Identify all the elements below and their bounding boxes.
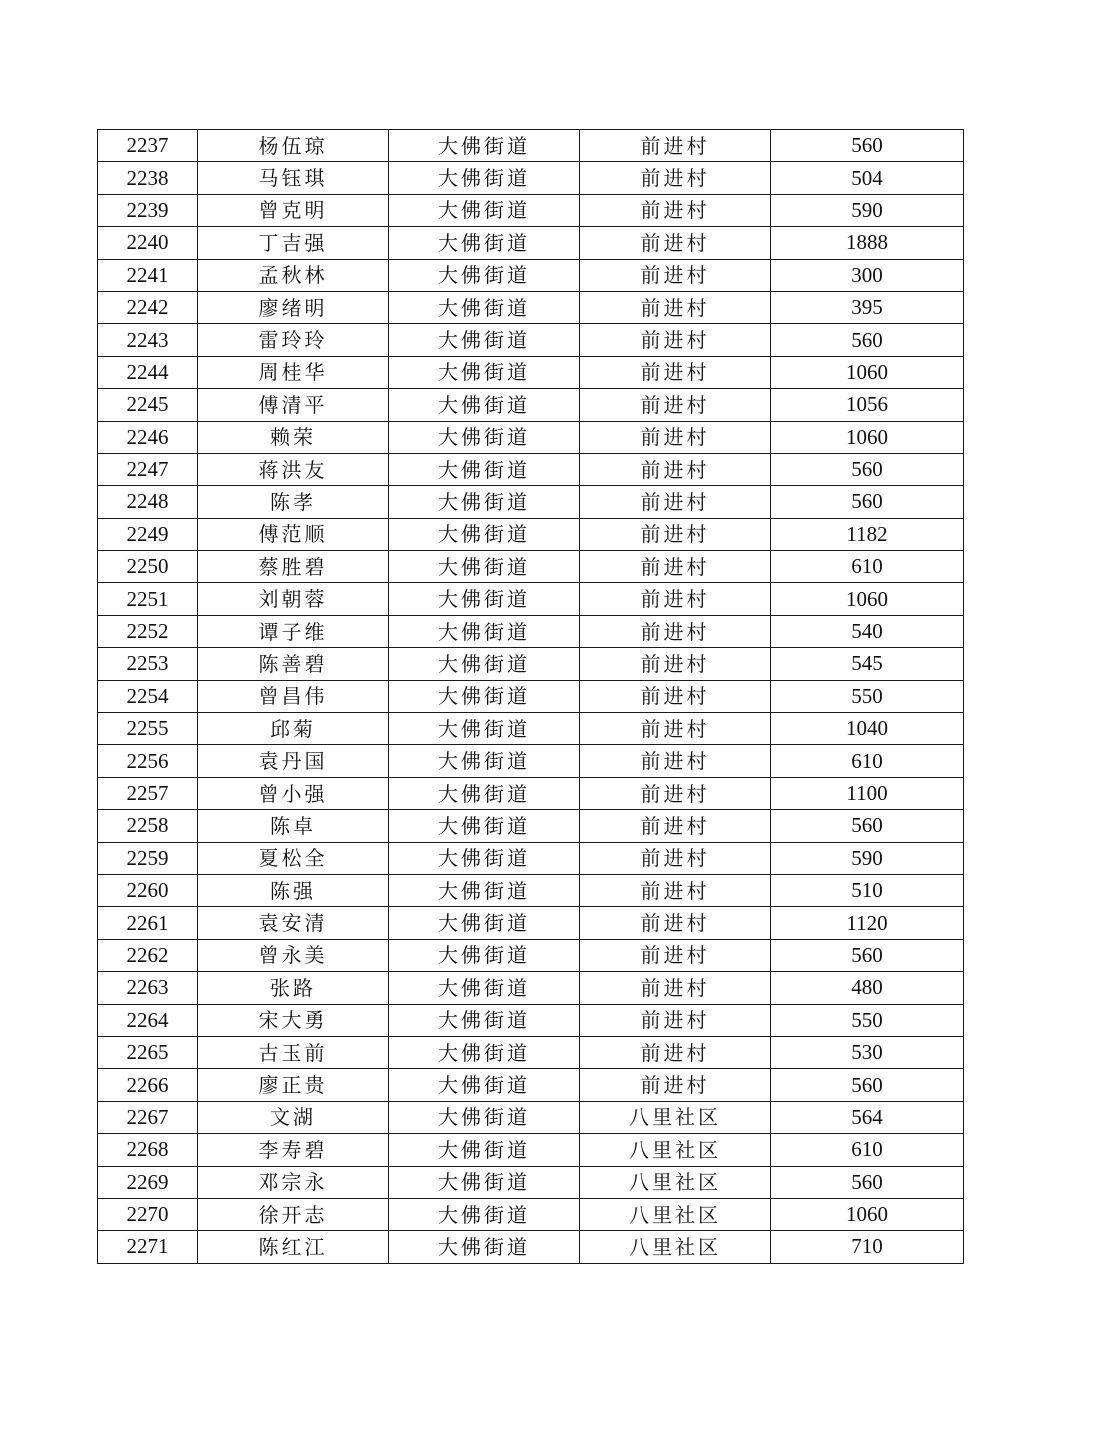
amount-cell: 1060 <box>771 1198 964 1230</box>
table-row <box>98 194 964 226</box>
street-cell: 大佛街道 <box>389 194 580 226</box>
street-cell: 大佛街道 <box>389 583 580 615</box>
street-cell: 大佛街道 <box>389 356 580 388</box>
row-number-cell: 2237 <box>98 130 198 162</box>
table-row <box>98 1198 964 1230</box>
person-name-cell: 陈红江 <box>198 1231 389 1263</box>
person-name-cell: 蔡胜碧 <box>198 551 389 583</box>
amount-cell: 510 <box>771 874 964 906</box>
person-name-cell: 曾小强 <box>198 777 389 809</box>
street-cell: 大佛街道 <box>389 907 580 939</box>
person-name-cell: 孟秋林 <box>198 259 389 291</box>
street-cell: 大佛街道 <box>389 1198 580 1230</box>
row-number-cell: 2263 <box>98 972 198 1004</box>
table-row <box>98 842 964 874</box>
person-name-cell: 廖绪明 <box>198 291 389 323</box>
table-row <box>98 745 964 777</box>
amount-cell: 1100 <box>771 777 964 809</box>
amount-cell: 560 <box>771 810 964 842</box>
table-row <box>98 713 964 745</box>
street-cell: 大佛街道 <box>389 810 580 842</box>
street-cell: 大佛街道 <box>389 1134 580 1166</box>
amount-cell: 540 <box>771 615 964 647</box>
village-cell: 前进村 <box>580 486 771 518</box>
street-cell: 大佛街道 <box>389 551 580 583</box>
person-name-cell: 陈善碧 <box>198 648 389 680</box>
person-name-cell: 袁丹国 <box>198 745 389 777</box>
person-name-cell: 马钰琪 <box>198 162 389 194</box>
row-number-cell: 2268 <box>98 1134 198 1166</box>
street-cell: 大佛街道 <box>389 486 580 518</box>
person-name-cell: 雷玲玲 <box>198 324 389 356</box>
street-cell: 大佛街道 <box>389 842 580 874</box>
person-name-cell: 陈孝 <box>198 486 389 518</box>
amount-cell: 1182 <box>771 518 964 550</box>
row-number-cell: 2251 <box>98 583 198 615</box>
village-cell: 前进村 <box>580 1036 771 1068</box>
village-cell: 前进村 <box>580 259 771 291</box>
village-cell: 前进村 <box>580 939 771 971</box>
amount-cell: 610 <box>771 1134 964 1166</box>
street-cell: 大佛街道 <box>389 389 580 421</box>
row-number-cell: 2260 <box>98 874 198 906</box>
row-number-cell: 2254 <box>98 680 198 712</box>
table-row <box>98 1036 964 1068</box>
amount-cell: 560 <box>771 1069 964 1101</box>
person-name-cell: 傅范顺 <box>198 518 389 550</box>
row-number-cell: 2257 <box>98 777 198 809</box>
row-number-cell: 2259 <box>98 842 198 874</box>
amount-cell: 610 <box>771 745 964 777</box>
row-number-cell: 2242 <box>98 291 198 323</box>
person-name-cell: 周桂华 <box>198 356 389 388</box>
table-row <box>98 227 964 259</box>
amount-cell: 560 <box>771 453 964 485</box>
village-cell: 八里社区 <box>580 1134 771 1166</box>
street-cell: 大佛街道 <box>389 259 580 291</box>
row-number-cell: 2265 <box>98 1036 198 1068</box>
village-cell: 前进村 <box>580 745 771 777</box>
row-number-cell: 2255 <box>98 713 198 745</box>
table-row <box>98 972 964 1004</box>
person-name-cell: 谭子维 <box>198 615 389 647</box>
street-cell: 大佛街道 <box>389 939 580 971</box>
person-name-cell: 傅清平 <box>198 389 389 421</box>
row-number-cell: 2267 <box>98 1101 198 1133</box>
table-row <box>98 324 964 356</box>
person-name-cell: 徐开志 <box>198 1198 389 1230</box>
amount-cell: 1056 <box>771 389 964 421</box>
amount-cell: 564 <box>771 1101 964 1133</box>
table-row <box>98 939 964 971</box>
table-row <box>98 421 964 453</box>
row-number-cell: 2238 <box>98 162 198 194</box>
street-cell: 大佛街道 <box>389 713 580 745</box>
village-cell: 前进村 <box>580 1004 771 1036</box>
street-cell: 大佛街道 <box>389 1231 580 1263</box>
table-row <box>98 291 964 323</box>
village-cell: 八里社区 <box>580 1101 771 1133</box>
amount-cell: 1060 <box>771 421 964 453</box>
street-cell: 大佛街道 <box>389 162 580 194</box>
amount-cell: 1888 <box>771 227 964 259</box>
row-number-cell: 2258 <box>98 810 198 842</box>
street-cell: 大佛街道 <box>389 421 580 453</box>
row-number-cell: 2248 <box>98 486 198 518</box>
village-cell: 前进村 <box>580 1069 771 1101</box>
village-cell: 前进村 <box>580 777 771 809</box>
village-cell: 前进村 <box>580 227 771 259</box>
table-row <box>98 1166 964 1198</box>
street-cell: 大佛街道 <box>389 324 580 356</box>
amount-cell: 560 <box>771 1166 964 1198</box>
person-name-cell: 丁吉强 <box>198 227 389 259</box>
row-number-cell: 2266 <box>98 1069 198 1101</box>
row-number-cell: 2239 <box>98 194 198 226</box>
row-number-cell: 2262 <box>98 939 198 971</box>
amount-cell: 560 <box>771 939 964 971</box>
table-row <box>98 583 964 615</box>
person-name-cell: 文湖 <box>198 1101 389 1133</box>
amount-cell: 1060 <box>771 356 964 388</box>
amount-cell: 300 <box>771 259 964 291</box>
amount-cell: 1040 <box>771 713 964 745</box>
table-row <box>98 259 964 291</box>
row-number-cell: 2271 <box>98 1231 198 1263</box>
amount-cell: 530 <box>771 1036 964 1068</box>
amount-cell: 395 <box>771 291 964 323</box>
person-name-cell: 赖荣 <box>198 421 389 453</box>
row-number-cell: 2256 <box>98 745 198 777</box>
village-cell: 前进村 <box>580 130 771 162</box>
village-cell: 前进村 <box>580 356 771 388</box>
table-row <box>98 389 964 421</box>
amount-cell: 710 <box>771 1231 964 1263</box>
street-cell: 大佛街道 <box>389 680 580 712</box>
table-row <box>98 551 964 583</box>
row-number-cell: 2241 <box>98 259 198 291</box>
street-cell: 大佛街道 <box>389 615 580 647</box>
amount-cell: 560 <box>771 130 964 162</box>
person-name-cell: 袁安清 <box>198 907 389 939</box>
street-cell: 大佛街道 <box>389 1166 580 1198</box>
person-name-cell: 李寿碧 <box>198 1134 389 1166</box>
village-cell: 八里社区 <box>580 1231 771 1263</box>
row-number-cell: 2245 <box>98 389 198 421</box>
village-cell: 前进村 <box>580 713 771 745</box>
person-name-cell: 廖正贵 <box>198 1069 389 1101</box>
village-cell: 八里社区 <box>580 1198 771 1230</box>
village-cell: 前进村 <box>580 583 771 615</box>
person-name-cell: 曾永美 <box>198 939 389 971</box>
row-number-cell: 2264 <box>98 1004 198 1036</box>
row-number-cell: 2247 <box>98 453 198 485</box>
table-row <box>98 356 964 388</box>
person-name-cell: 蒋洪友 <box>198 453 389 485</box>
row-number-cell: 2250 <box>98 551 198 583</box>
table-row <box>98 518 964 550</box>
person-name-cell: 邓宗永 <box>198 1166 389 1198</box>
person-name-cell: 夏松全 <box>198 842 389 874</box>
street-cell: 大佛街道 <box>389 972 580 1004</box>
row-number-cell: 2244 <box>98 356 198 388</box>
village-cell: 前进村 <box>580 389 771 421</box>
street-cell: 大佛街道 <box>389 777 580 809</box>
street-cell: 大佛街道 <box>389 453 580 485</box>
street-cell: 大佛街道 <box>389 1069 580 1101</box>
street-cell: 大佛街道 <box>389 874 580 906</box>
person-name-cell: 曾克明 <box>198 194 389 226</box>
street-cell: 大佛街道 <box>389 1101 580 1133</box>
village-cell: 前进村 <box>580 648 771 680</box>
village-cell: 前进村 <box>580 162 771 194</box>
village-cell: 前进村 <box>580 551 771 583</box>
street-cell: 大佛街道 <box>389 648 580 680</box>
amount-cell: 504 <box>771 162 964 194</box>
village-cell: 前进村 <box>580 324 771 356</box>
table-row <box>98 130 964 162</box>
table-row <box>98 907 964 939</box>
row-number-cell: 2261 <box>98 907 198 939</box>
person-name-cell: 邱菊 <box>198 713 389 745</box>
village-cell: 前进村 <box>580 972 771 1004</box>
table-row <box>98 1231 964 1263</box>
village-cell: 前进村 <box>580 453 771 485</box>
street-cell: 大佛街道 <box>389 130 580 162</box>
amount-cell: 545 <box>771 648 964 680</box>
amount-cell: 480 <box>771 972 964 1004</box>
person-name-cell: 曾昌伟 <box>198 680 389 712</box>
person-name-cell: 刘朝蓉 <box>198 583 389 615</box>
village-cell: 前进村 <box>580 907 771 939</box>
table-row <box>98 1069 964 1101</box>
amount-cell: 590 <box>771 194 964 226</box>
row-number-cell: 2252 <box>98 615 198 647</box>
street-cell: 大佛街道 <box>389 291 580 323</box>
table-row <box>98 1101 964 1133</box>
row-number-cell: 2246 <box>98 421 198 453</box>
table-row <box>98 1004 964 1036</box>
amount-cell: 1120 <box>771 907 964 939</box>
table-row <box>98 486 964 518</box>
table-row <box>98 680 964 712</box>
table-row <box>98 874 964 906</box>
person-name-cell: 陈卓 <box>198 810 389 842</box>
amount-cell: 560 <box>771 486 964 518</box>
village-cell: 前进村 <box>580 194 771 226</box>
amount-cell: 610 <box>771 551 964 583</box>
village-cell: 前进村 <box>580 810 771 842</box>
street-cell: 大佛街道 <box>389 1036 580 1068</box>
village-cell: 前进村 <box>580 518 771 550</box>
person-name-cell: 古玉前 <box>198 1036 389 1068</box>
roster-table-body <box>98 130 964 1264</box>
street-cell: 大佛街道 <box>389 745 580 777</box>
village-cell: 前进村 <box>580 421 771 453</box>
amount-cell: 1060 <box>771 583 964 615</box>
street-cell: 大佛街道 <box>389 518 580 550</box>
amount-cell: 590 <box>771 842 964 874</box>
village-cell: 前进村 <box>580 291 771 323</box>
street-cell: 大佛街道 <box>389 227 580 259</box>
row-number-cell: 2243 <box>98 324 198 356</box>
table-row <box>98 810 964 842</box>
person-name-cell: 宋大勇 <box>198 1004 389 1036</box>
village-cell: 八里社区 <box>580 1166 771 1198</box>
roster-table <box>97 129 964 1264</box>
row-number-cell: 2249 <box>98 518 198 550</box>
village-cell: 前进村 <box>580 842 771 874</box>
row-number-cell: 2253 <box>98 648 198 680</box>
table-row <box>98 453 964 485</box>
row-number-cell: 2269 <box>98 1166 198 1198</box>
person-name-cell: 张路 <box>198 972 389 1004</box>
table-row <box>98 1134 964 1166</box>
person-name-cell: 杨伍琼 <box>198 130 389 162</box>
village-cell: 前进村 <box>580 874 771 906</box>
table-row <box>98 777 964 809</box>
amount-cell: 560 <box>771 324 964 356</box>
amount-cell: 550 <box>771 680 964 712</box>
street-cell: 大佛街道 <box>389 1004 580 1036</box>
row-number-cell: 2270 <box>98 1198 198 1230</box>
table-row <box>98 615 964 647</box>
person-name-cell: 陈强 <box>198 874 389 906</box>
village-cell: 前进村 <box>580 680 771 712</box>
table-row <box>98 162 964 194</box>
village-cell: 前进村 <box>580 615 771 647</box>
table-row <box>98 648 964 680</box>
amount-cell: 550 <box>771 1004 964 1036</box>
row-number-cell: 2240 <box>98 227 198 259</box>
